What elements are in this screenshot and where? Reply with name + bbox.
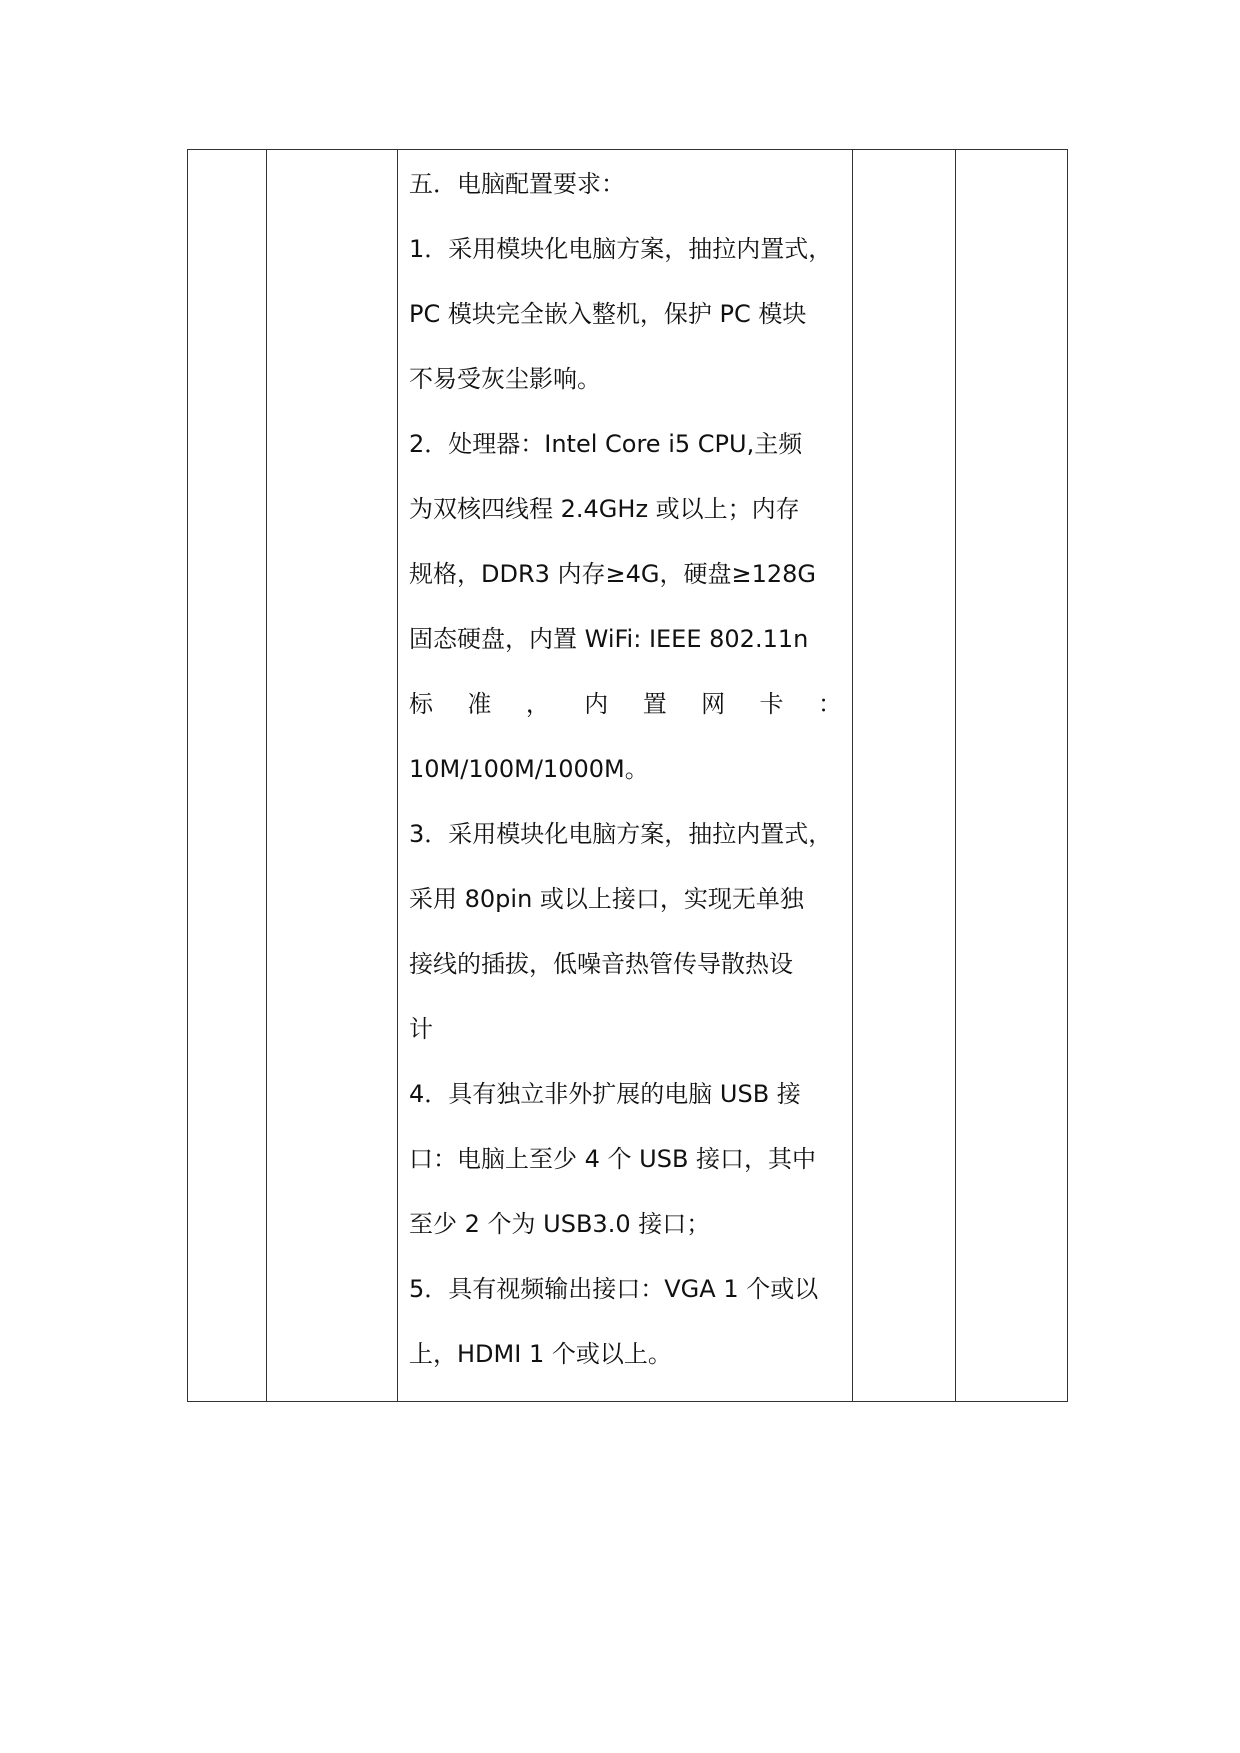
spec-content-cell (398, 150, 853, 1402)
spread-char: 置 (642, 690, 667, 718)
spread-char: ： (817, 690, 842, 718)
table-cell-empty-4 (853, 150, 956, 1402)
table-cell-empty-2 (267, 150, 398, 1402)
spec-table (187, 149, 1068, 1402)
spec-line: 5．具有视频输出接口：VGA 1 个或以 (409, 1275, 819, 1303)
spec-line: 至少 2 个为 USB3.0 接口； (409, 1210, 711, 1238)
spread-char: 标 (409, 690, 433, 718)
table-row (188, 150, 1068, 1402)
spread-char: 卡 (759, 690, 784, 718)
spec-line: 10M/100M/1000M。 (409, 755, 649, 783)
spec-line: 计 (409, 1015, 433, 1043)
table-cell-empty-5 (956, 150, 1068, 1402)
spec-line: PC 模块完全嵌入整机，保护 PC 模块 (409, 300, 807, 328)
spec-line-justified (409, 682, 842, 747)
spread-char: 准 (467, 690, 492, 718)
spec-line: 3．采用模块化电脑方案，抽拉内置式， (409, 820, 833, 848)
spread-char: 网 (701, 690, 726, 718)
spec-line: 为双核四线程 2.4GHz 或以上；内存 (409, 495, 800, 523)
spec-line: 口：电脑上至少 4 个 USB 接口，其中 (409, 1145, 817, 1173)
spec-line: 不易受灰尘影响。 (409, 365, 601, 393)
spec-line: 上，HDMI 1 个或以上。 (409, 1340, 672, 1368)
spec-line: 固态硬盘，内置 WiFi: IEEE 802.11n (409, 625, 809, 653)
spec-heading: 五．电脑配置要求： (409, 170, 625, 198)
spec-line: 1．采用模块化电脑方案，抽拉内置式， (409, 235, 833, 263)
spec-line: 接线的插拔，低噪音热管传导散热设 (409, 950, 793, 978)
spread-char: 内 (584, 690, 609, 718)
spec-line: 规格，DDR3 内存≥4G，硬盘≥128G (409, 560, 817, 588)
table-cell-empty-1 (188, 150, 267, 1402)
spec-line: 2．处理器：Intel Core i5 CPU,主频 (409, 430, 803, 458)
spec-line: 采用 80pin 或以上接口，实现无单独 (409, 885, 804, 913)
spec-line: 4．具有独立非外扩展的电脑 USB 接 (409, 1080, 801, 1108)
spread-char: ， (525, 690, 550, 718)
